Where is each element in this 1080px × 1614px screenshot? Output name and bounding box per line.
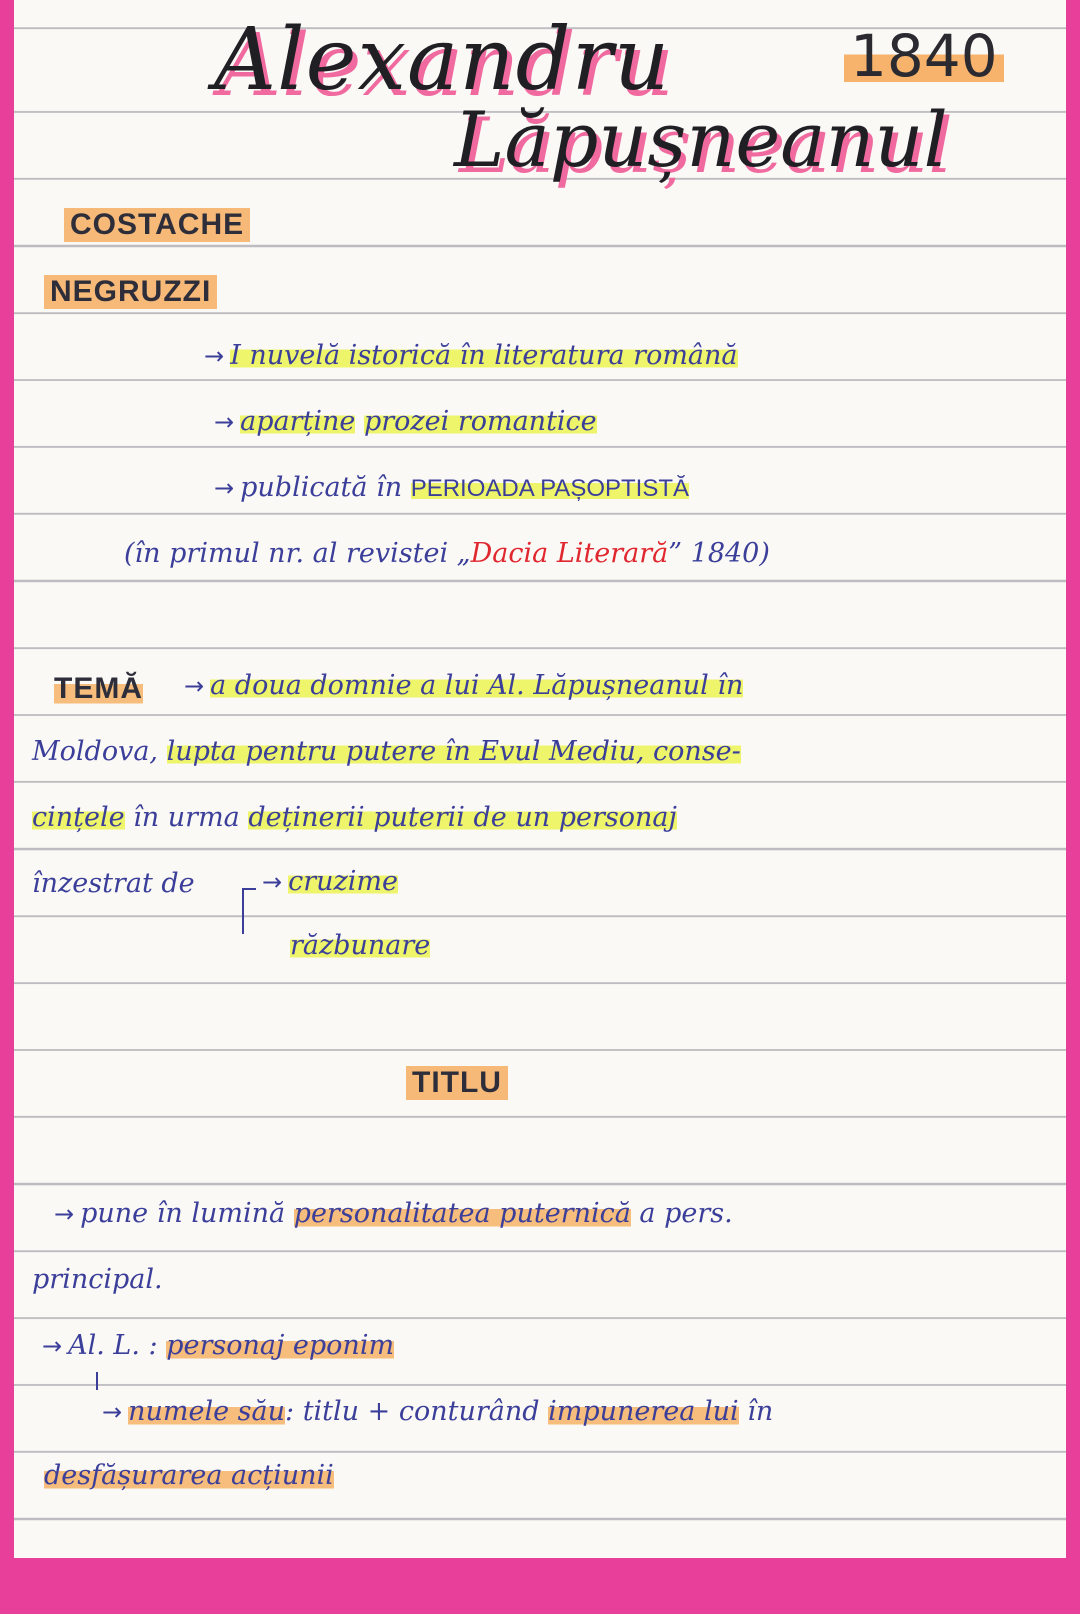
author-first-name: COSTACHE: [64, 208, 250, 242]
arrow-icon: →: [214, 408, 235, 436]
intro-point-3: → publicată în PERIOADA PAȘOPTISTĂ: [214, 472, 689, 503]
arrow-icon: →: [204, 342, 225, 370]
notebook-page: [14, 0, 1066, 1558]
tema-branch-1: → cruzime: [262, 866, 398, 897]
author-last-name: NEGRUZZI: [44, 275, 217, 309]
sub-branch-line: [96, 1372, 98, 1390]
tema-line-2: Moldova, lupta pentru putere în Evul Mediu, conse-: [32, 736, 741, 767]
tema-line-3: cințele în urma deținerii puterii de un personaj: [32, 802, 677, 833]
titlu-point-1: → pune în lumină personalitatea puternică a pers.: [54, 1198, 733, 1229]
titlu-point-1-cont: principal.: [32, 1264, 163, 1295]
intro-point-1: → I nuvelă istorică în literatura română: [204, 340, 738, 371]
titlu-point-2: → Al. L. : personaj eponim: [42, 1330, 395, 1361]
tema-line-1: → a doua domnie a lui Al. Lăpușneanul în: [184, 670, 744, 701]
titlu-point-3-cont: desfășurarea acțiunii: [44, 1460, 334, 1491]
titlu-point-3: → numele său: titlu + conturând impunerea lui în: [102, 1396, 774, 1427]
tema-line-4: înzestrat de: [32, 868, 195, 899]
magazine-name: Dacia Literară: [470, 538, 669, 569]
tema-branch-2: răzbunare: [290, 930, 431, 961]
intro-point-2: → aparține prozei romantice: [214, 406, 597, 437]
branch-bracket: [242, 888, 256, 934]
tema-label: TEMĂ: [54, 672, 143, 705]
title-line-2: Lăpușneanul: [454, 95, 948, 184]
title-year: 1840: [844, 22, 1004, 90]
title-line-1: Alexandru: [214, 10, 671, 110]
titlu-heading: TITLU: [406, 1066, 508, 1100]
intro-note: (în primul nr. al revistei „Dacia Literară” 1840): [124, 538, 770, 569]
arrow-icon: →: [214, 474, 235, 502]
arrow-icon: →: [54, 1200, 75, 1228]
arrow-icon: →: [262, 868, 283, 896]
arrow-icon: →: [184, 672, 205, 700]
arrow-icon: →: [102, 1398, 123, 1426]
arrow-icon: →: [42, 1332, 63, 1360]
